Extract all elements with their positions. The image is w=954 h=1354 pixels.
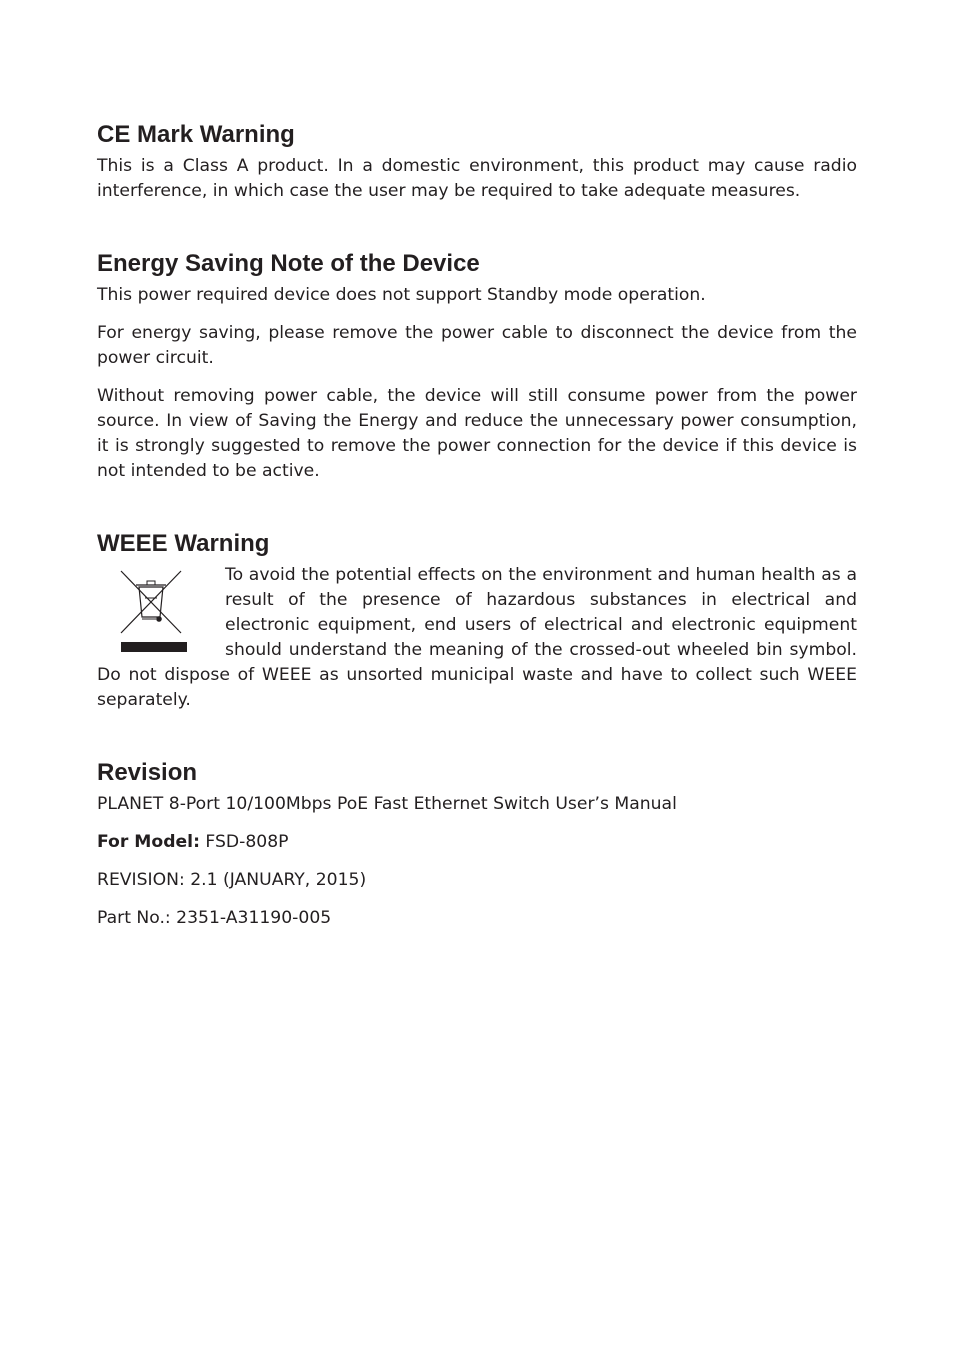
document-page — [97, 120, 857, 976]
energy-saving-section — [97, 249, 857, 484]
energy-saving-paragraph-1: This power required device does not support Standby mode operation. — [97, 285, 706, 305]
energy-saving-paragraph-3: Without removing power cable, the device will still consume power from the power source. In view of Saving the Energy and reduce the unnecessary power consumption, it is strongly suggested to remove the power connection for the device if this device is not intended to be active. — [97, 386, 857, 481]
ce-mark-text: This is a Class A product. In a domestic environment, this product may cause radio interference, in which case the user may be required to take adequate measures. — [97, 156, 857, 201]
revision-heading: Revision — [97, 759, 198, 786]
ce-mark-heading: CE Mark Warning — [97, 121, 295, 148]
ce-mark-section — [97, 120, 857, 204]
model-label: For Model: — [97, 832, 200, 852]
weee-section — [97, 529, 857, 713]
revision-model-line — [97, 830, 857, 855]
revision-section — [97, 758, 857, 931]
weee-heading: WEEE Warning — [97, 530, 270, 557]
energy-saving-heading: Energy Saving Note of the Device — [97, 250, 480, 277]
part-number: Part No.: 2351-A31190-005 — [97, 908, 332, 928]
crossed-out-wheeled-bin-icon — [109, 565, 193, 655]
energy-saving-paragraph-2: For energy saving, please remove the power cable to disconnect the device from the power circuit. — [97, 323, 857, 368]
model-value: FSD-808P — [199, 832, 289, 852]
revision-number: REVISION: 2.1 (JANUARY, 2015) — [97, 870, 367, 890]
weee-text: To avoid the potential effects on the environment and human health as a result of the presence of hazardous substances in electrical and electronic equipment, end users of electrical and electronic equipment should understand the meaning of the crossed-out wheeled bin symbol. Do not dispose of WEEE as unsorted municipal waste and have to collect such WEEE separately. — [97, 565, 857, 710]
revision-manual-title: PLANET 8-Port 10/100Mbps PoE Fast Ethernet Switch User’s Manual — [97, 794, 677, 814]
